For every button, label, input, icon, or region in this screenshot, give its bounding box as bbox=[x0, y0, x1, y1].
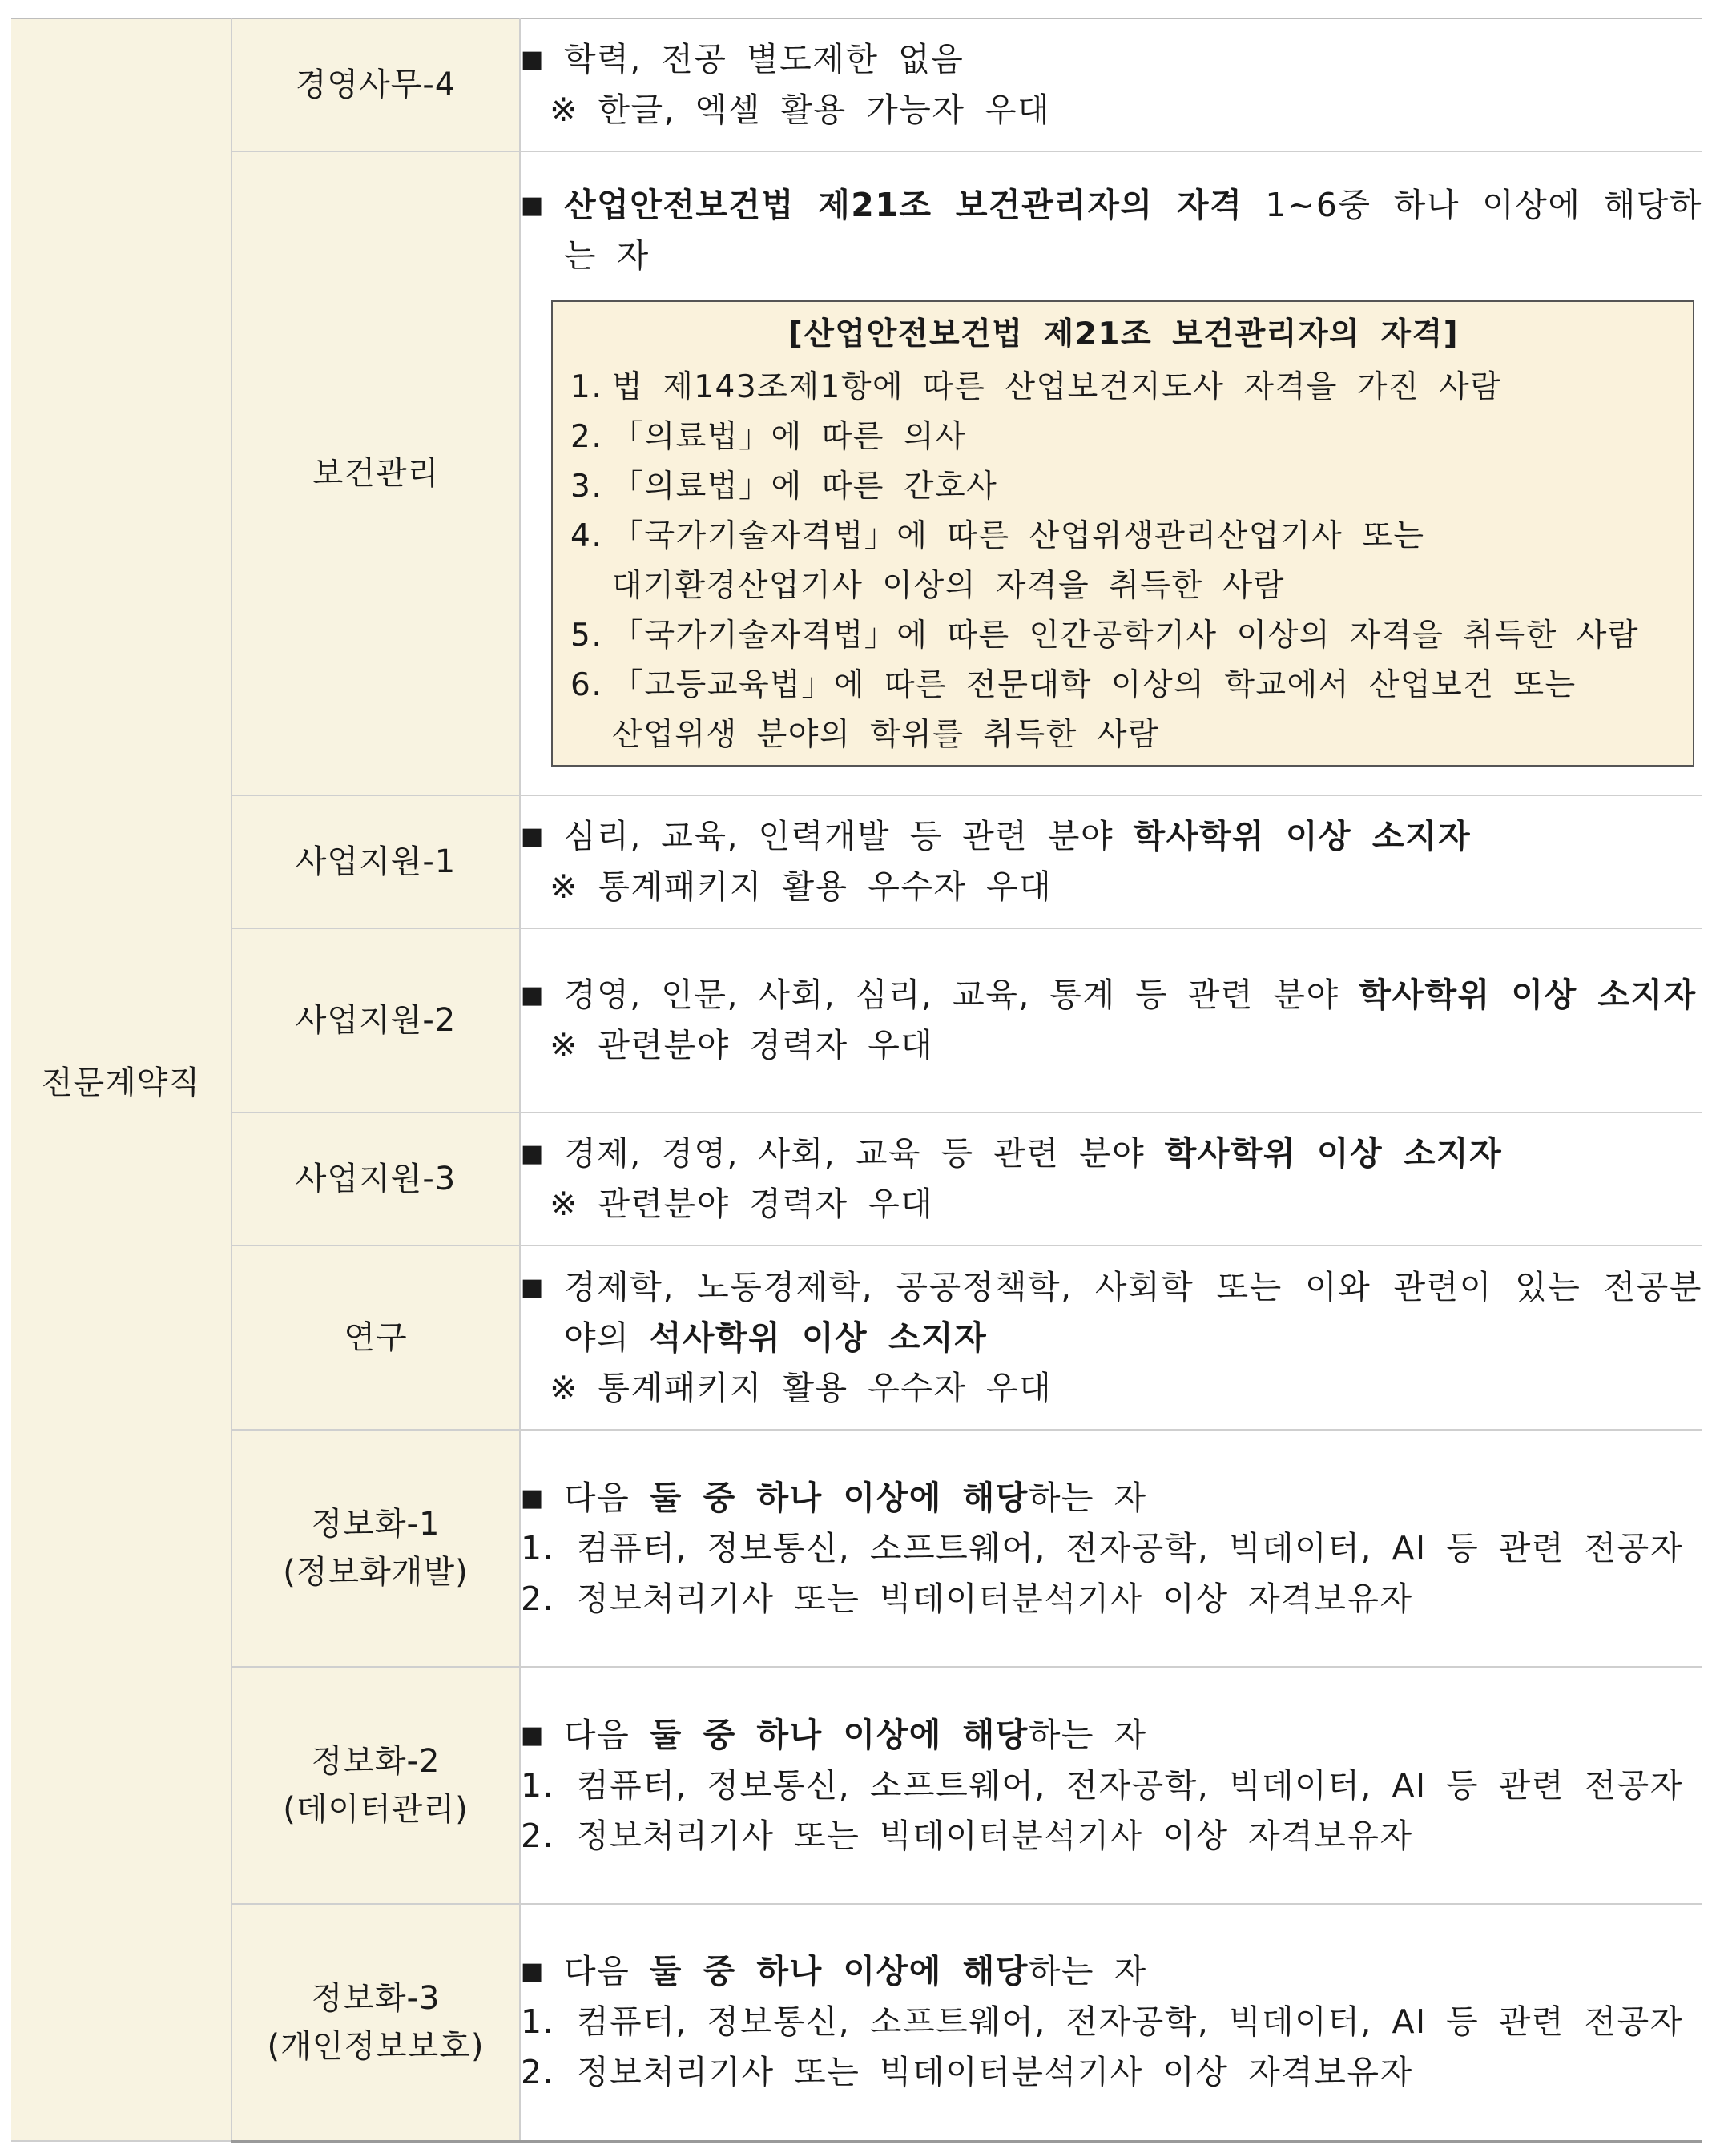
category-cell bbox=[11, 18, 232, 2141]
square-bullet-icon: ■ bbox=[521, 1483, 545, 1512]
item-number: 2. bbox=[521, 2053, 555, 2092]
emphasis-text: 학사학위 이상 소지자 bbox=[1164, 1134, 1503, 1173]
requirement-line bbox=[521, 811, 1702, 862]
qualification-table-body bbox=[11, 18, 1702, 2141]
item-number: 4. bbox=[570, 518, 603, 554]
preference-note bbox=[521, 85, 1702, 135]
job-title: 사업지원-2 bbox=[295, 1002, 457, 1039]
preference-note bbox=[521, 1363, 1702, 1414]
table-row bbox=[11, 1113, 1702, 1246]
qualification-item-line: 「의료법」에 따른 의사 bbox=[612, 419, 967, 455]
qualification-item-line: 법 제143조제1항에 따른 산업보건지도사 자격을 가진 사람 bbox=[612, 369, 1502, 405]
text-segment: 하는 자 bbox=[1028, 1952, 1147, 1991]
numbered-item bbox=[521, 1523, 1702, 1574]
qualification-item bbox=[570, 611, 1677, 661]
square-bullet-icon: ■ bbox=[521, 1720, 545, 1749]
text-segment: 컴퓨터, 정보통신, 소프트웨어, 전자공학, 빅데이터, AI 등 관련 전공자 bbox=[577, 1528, 1683, 1567]
text-segment: ※ 통계패키지 활용 우수자 우대 bbox=[550, 867, 1053, 906]
square-bullet-icon: ■ bbox=[521, 46, 545, 74]
item-number: 1. bbox=[521, 1528, 555, 1567]
job-subtitle: (정보화개발) bbox=[283, 1554, 469, 1591]
square-bullet-icon: ■ bbox=[521, 981, 545, 1009]
job-title-cell bbox=[232, 1667, 520, 1904]
requirement-cell bbox=[520, 1430, 1702, 1667]
square-bullet-icon: ■ bbox=[521, 823, 545, 851]
qualification-item-line: 「국가기술자격법」에 따른 인간공학기사 이상의 자격을 취득한 사람 bbox=[612, 618, 1640, 654]
text-segment: ※ 통계패키지 활용 우수자 우대 bbox=[550, 1368, 1053, 1407]
job-title-cell bbox=[232, 928, 520, 1113]
job-title: 정보화-2 bbox=[311, 1743, 441, 1780]
requirement-line bbox=[521, 1262, 1702, 1363]
qualification-box bbox=[551, 300, 1694, 767]
job-title-cell bbox=[232, 1113, 520, 1246]
text-segment: ※ 한글, 엑셀 활용 가능자 우대 bbox=[550, 91, 1051, 129]
text-segment: 경제학, 노동경제학, 공공정책학, 사회학 또는 이와 관련이 있는 전공분야의 bbox=[564, 1267, 1702, 1357]
job-title: 경영사무-4 bbox=[295, 66, 457, 103]
job-title: 연구 bbox=[344, 1319, 408, 1356]
numbered-item bbox=[521, 2047, 1702, 2098]
text-segment: 컴퓨터, 정보통신, 소프트웨어, 전자공학, 빅데이터, AI 등 관련 전공자 bbox=[577, 2002, 1683, 2042]
numbered-item bbox=[521, 1997, 1702, 2047]
requirement-cell bbox=[520, 1246, 1702, 1430]
job-title-cell bbox=[232, 1430, 520, 1667]
numbered-item bbox=[521, 1811, 1702, 1861]
requirement-cell bbox=[520, 1113, 1702, 1246]
emphasis-text: 산업안전보건법 제21조 보건관리자의 자격 bbox=[564, 186, 1243, 224]
requirement-line bbox=[521, 970, 1702, 1020]
emphasis-text: 학사학위 이상 소지자 bbox=[1133, 817, 1472, 855]
job-title: 사업지원-3 bbox=[295, 1161, 457, 1197]
table-row bbox=[11, 1667, 1702, 1904]
text-segment: 경제, 경영, 사회, 교육 등 관련 분야 bbox=[564, 1134, 1165, 1173]
emphasis-text: 둘 중 하나 이상에 해당 bbox=[649, 1478, 1029, 1517]
requirement-cell bbox=[520, 1667, 1702, 1904]
job-title: 보건관리 bbox=[312, 455, 440, 492]
text-segment: 하는 자 bbox=[1028, 1478, 1147, 1517]
table-row bbox=[11, 928, 1702, 1113]
text-segment: 다음 bbox=[564, 1715, 650, 1754]
text-segment: 정보처리기사 또는 빅데이터분석기사 이상 자격보유자 bbox=[577, 1816, 1413, 1855]
job-subtitle: (개인정보보호) bbox=[267, 2027, 485, 2065]
preference-note bbox=[521, 1179, 1702, 1229]
square-bullet-icon: ■ bbox=[521, 191, 545, 219]
requirement-line bbox=[521, 1710, 1702, 1761]
requirement-cell bbox=[520, 795, 1702, 928]
requirement-line bbox=[521, 180, 1702, 281]
job-title-cell bbox=[232, 151, 520, 795]
square-bullet-icon: ■ bbox=[521, 1140, 545, 1168]
text-segment: 1~6중 하나 이상에 해당하는 자 bbox=[564, 186, 1702, 275]
job-title: 정보화-1 bbox=[311, 1506, 441, 1543]
text-segment: 컴퓨터, 정보통신, 소프트웨어, 전자공학, 빅데이터, AI 등 관련 전공자 bbox=[577, 1765, 1683, 1805]
requirement-line bbox=[521, 1129, 1702, 1179]
table-row bbox=[11, 795, 1702, 928]
numbered-item bbox=[521, 1574, 1702, 1624]
qualification-item bbox=[570, 412, 1677, 462]
text-segment: 다음 bbox=[564, 1952, 650, 1991]
job-subtitle: (데이터관리) bbox=[283, 1791, 469, 1828]
table-row bbox=[11, 1246, 1702, 1430]
item-number: 1. bbox=[521, 1765, 555, 1805]
item-number: 1. bbox=[570, 369, 603, 405]
table-row bbox=[11, 151, 1702, 795]
text-segment: ※ 관련분야 경력자 우대 bbox=[550, 1185, 934, 1223]
text-segment: 정보처리기사 또는 빅데이터분석기사 이상 자격보유자 bbox=[577, 1579, 1413, 1618]
requirement-cell bbox=[520, 18, 1702, 151]
qualification-item-line: 「고등교육법」에 따른 전문대학 이상의 학교에서 산업보건 또는 bbox=[612, 667, 1577, 703]
qualification-item-line: 「국가기술자격법」에 따른 산업위생관리산업기사 또는 bbox=[612, 518, 1425, 554]
item-number: 2. bbox=[521, 1816, 555, 1855]
requirement-cell bbox=[520, 928, 1702, 1113]
text-segment: 정보처리기사 또는 빅데이터분석기사 이상 자격보유자 bbox=[577, 2053, 1413, 2092]
qualification-item-line: 대기환경산업기사 이상의 자격을 취득한 사람 bbox=[612, 568, 1285, 604]
qualification-item-line: 「의료법」에 따른 간호사 bbox=[612, 469, 998, 505]
square-bullet-icon: ■ bbox=[521, 1958, 545, 1986]
qualification-item-line: 산업위생 분야의 학위를 취득한 사람 bbox=[612, 717, 1160, 753]
job-title-cell bbox=[232, 1904, 520, 2141]
item-number: 3. bbox=[570, 469, 603, 505]
text-segment: 경영, 인문, 사회, 심리, 교육, 통계 등 관련 분야 bbox=[564, 976, 1359, 1014]
qualification-item bbox=[570, 363, 1677, 412]
item-number: 2. bbox=[521, 1579, 555, 1618]
job-title: 사업지원-1 bbox=[295, 843, 457, 880]
emphasis-text: 둘 중 하나 이상에 해당 bbox=[649, 1952, 1029, 1991]
job-title: 정보화-3 bbox=[311, 1979, 441, 2017]
text-segment: 학력, 전공 별도제한 없음 bbox=[564, 40, 965, 78]
preference-note bbox=[521, 1020, 1702, 1071]
text-segment: 다음 bbox=[564, 1478, 650, 1517]
job-title-cell bbox=[232, 795, 520, 928]
text-segment: ※ 관련분야 경력자 우대 bbox=[550, 1026, 934, 1064]
emphasis-text: 석사학위 이상 소지자 bbox=[649, 1318, 988, 1357]
table-row bbox=[11, 1904, 1702, 2141]
item-number: 6. bbox=[570, 667, 603, 703]
job-title-cell bbox=[232, 1246, 520, 1430]
preference-note bbox=[521, 862, 1702, 912]
requirement-line bbox=[521, 1946, 1702, 1997]
text-segment: 하는 자 bbox=[1028, 1715, 1147, 1754]
text-segment: 심리, 교육, 인력개발 등 관련 분야 bbox=[564, 817, 1134, 855]
requirement-cell bbox=[520, 151, 1702, 795]
requirement-line bbox=[521, 34, 1702, 85]
emphasis-text: 학사학위 이상 소지자 bbox=[1359, 976, 1697, 1014]
item-number: 1. bbox=[521, 2002, 555, 2042]
qualification-item bbox=[570, 512, 1677, 611]
qualification-item bbox=[570, 661, 1677, 760]
job-title-cell bbox=[232, 18, 520, 151]
numbered-item bbox=[521, 1761, 1702, 1811]
category-label: 전문계약직 bbox=[41, 1064, 201, 1101]
table-row bbox=[11, 18, 1702, 151]
emphasis-text: 둘 중 하나 이상에 해당 bbox=[649, 1715, 1029, 1754]
qualification-item bbox=[570, 462, 1677, 512]
item-number: 5. bbox=[570, 618, 603, 654]
item-number: 2. bbox=[570, 419, 603, 455]
requirement-cell bbox=[520, 1904, 1702, 2141]
square-bullet-icon: ■ bbox=[521, 1273, 545, 1302]
qualification-table bbox=[11, 18, 1702, 2143]
requirement-line bbox=[521, 1473, 1702, 1523]
table-row bbox=[11, 1430, 1702, 1667]
qualification-box-title: [산업안전보건법 제21조 보건관리자의 자격] bbox=[787, 316, 1460, 352]
